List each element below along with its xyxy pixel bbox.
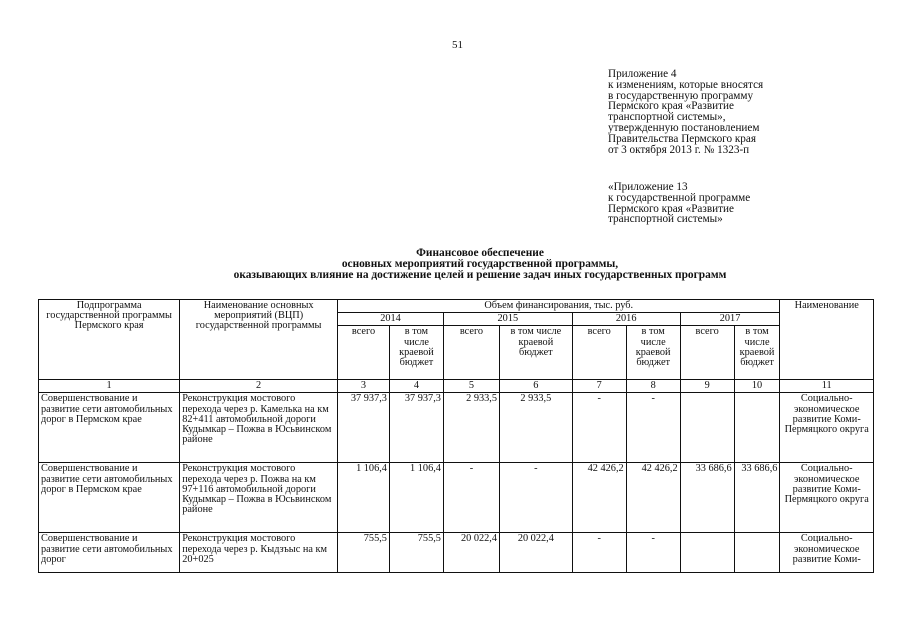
cell-2015-regional: 2 933,5 — [500, 393, 573, 463]
cell-2016-regional: - — [626, 393, 680, 463]
appendix-line: Правительства Пермского края — [608, 132, 757, 145]
header-volume: Объем финансирования, тыс. руб. — [338, 300, 780, 313]
header-total: всего — [572, 326, 626, 380]
header-regional: в том числе краевой бюджет — [389, 326, 443, 380]
appendix-line: Пермского края «Развитие — [608, 100, 734, 113]
cell-2014-total: 37 937,3 — [338, 393, 390, 463]
column-number: 9 — [680, 380, 734, 393]
appendix-sub-line: к государственной программе — [608, 191, 751, 204]
header-subprogram: Подпрограмма государственной программы Пермского края — [39, 300, 180, 380]
appendix-sub-line: транспортной системы» — [608, 213, 723, 226]
header-year-2016: 2016 — [572, 313, 680, 326]
appendix-line: транспортной системы», — [608, 111, 726, 124]
cell-name: Социально-экономическое развитие Коми- — [780, 533, 874, 573]
header-regional: в том числе краевой бюджет — [734, 326, 780, 380]
document-title — [120, 248, 840, 280]
cell-name: Социально-экономическое развитие Коми-Пермяцкого округа — [780, 393, 874, 463]
cell-2015-regional: 20 022,4 — [500, 533, 573, 573]
header-activity: Наименование основных мероприятий (ВЦП) государственной программы — [180, 300, 338, 380]
cell-2017-regional — [734, 393, 780, 463]
header-regional: в том числе краевой бюджет — [500, 326, 573, 380]
column-number-row — [39, 380, 874, 393]
appendix-line: от 3 октября 2013 г. № 1323-п — [608, 143, 750, 156]
cell-2014-total: 1 106,4 — [338, 463, 390, 533]
column-number: 4 — [389, 380, 443, 393]
cell-activity: Реконструкция мостового перехода через р. Камелька на км 82+411 автомобильной дороги Кудымкар – Пожва в Юсьвинском районе — [180, 393, 338, 463]
cell-2015-regional: - — [500, 463, 573, 533]
cell-2017-total — [680, 533, 734, 573]
cell-2014-regional: 1 106,4 — [389, 463, 443, 533]
cell-2015-total: 20 022,4 — [443, 533, 499, 573]
column-number: 5 — [443, 380, 499, 393]
header-year-2017: 2017 — [680, 313, 780, 326]
table-row — [39, 393, 874, 463]
appendix-sub-line: Пермского края «Развитие — [608, 202, 734, 215]
cell-2015-total: 2 933,5 — [443, 393, 499, 463]
cell-2016-total: 42 426,2 — [572, 463, 626, 533]
cell-2016-total: - — [572, 393, 626, 463]
table-row — [39, 533, 874, 573]
column-number: 3 — [338, 380, 390, 393]
appendix-line: утвержденную постановлением — [608, 121, 760, 134]
appendix-line: в государственную программу — [608, 89, 754, 102]
column-number: 8 — [626, 380, 680, 393]
cell-2017-regional: 33 686,6 — [734, 463, 780, 533]
table-row — [39, 463, 874, 533]
title-line: основных мероприятий государственной программы, — [341, 257, 619, 270]
header-name: Наименование — [780, 300, 874, 380]
cell-2015-total: - — [443, 463, 499, 533]
appendix-line: к изменениям, которые вносятся — [608, 78, 764, 91]
column-number: 10 — [734, 380, 780, 393]
appendix-line: Приложение 4 — [608, 68, 677, 80]
column-number: 2 — [180, 380, 338, 393]
column-number: 7 — [572, 380, 626, 393]
page-number: 51 — [452, 39, 463, 51]
title-line: оказывающих влияние на достижение целей и решение задач иных государственных программ — [233, 268, 727, 281]
header-total: всего — [338, 326, 390, 380]
cell-activity: Реконструкция мостового перехода через р. Кыдзъыс на км 20+025 — [180, 533, 338, 573]
cell-activity: Реконструкция мостового перехода через р. Пожва на км 97+116 автомобильной дороги Кудымкар – Пожва в Юсьвинском районе — [180, 463, 338, 533]
financing-table — [38, 299, 874, 573]
header-total: всего — [443, 326, 499, 380]
cell-2017-total — [680, 393, 734, 463]
header-year-2014: 2014 — [338, 313, 444, 326]
cell-subprogram: Совершенствование и развитие сети автомобильных дорог в Пермском крае — [39, 393, 180, 463]
column-number: 11 — [780, 380, 874, 393]
column-number: 1 — [39, 380, 180, 393]
cell-2014-total: 755,5 — [338, 533, 390, 573]
cell-2017-regional — [734, 533, 780, 573]
column-number: 6 — [500, 380, 573, 393]
cell-name: Социально-экономическое развитие Коми-Пермяцкого округа — [780, 463, 874, 533]
title-line: Финансовое обеспечение — [416, 247, 544, 259]
header-year-2015: 2015 — [443, 313, 572, 326]
cell-subprogram: Совершенствование и развитие сети автомобильных дорог — [39, 533, 180, 573]
cell-2016-total: - — [572, 533, 626, 573]
appendix-header — [608, 69, 763, 155]
appendix-sub-header — [608, 182, 750, 225]
cell-2014-regional: 755,5 — [389, 533, 443, 573]
cell-subprogram: Совершенствование и развитие сети автомобильных дорог в Пермском крае — [39, 463, 180, 533]
cell-2014-regional: 37 937,3 — [389, 393, 443, 463]
header-row-1 — [39, 300, 874, 313]
appendix-sub-line: «Приложение 13 — [608, 181, 688, 193]
cell-2017-total: 33 686,6 — [680, 463, 734, 533]
cell-2016-regional: - — [626, 533, 680, 573]
header-total: всего — [680, 326, 734, 380]
cell-2016-regional: 42 426,2 — [626, 463, 680, 533]
header-regional: в том числе краевой бюджет — [626, 326, 680, 380]
